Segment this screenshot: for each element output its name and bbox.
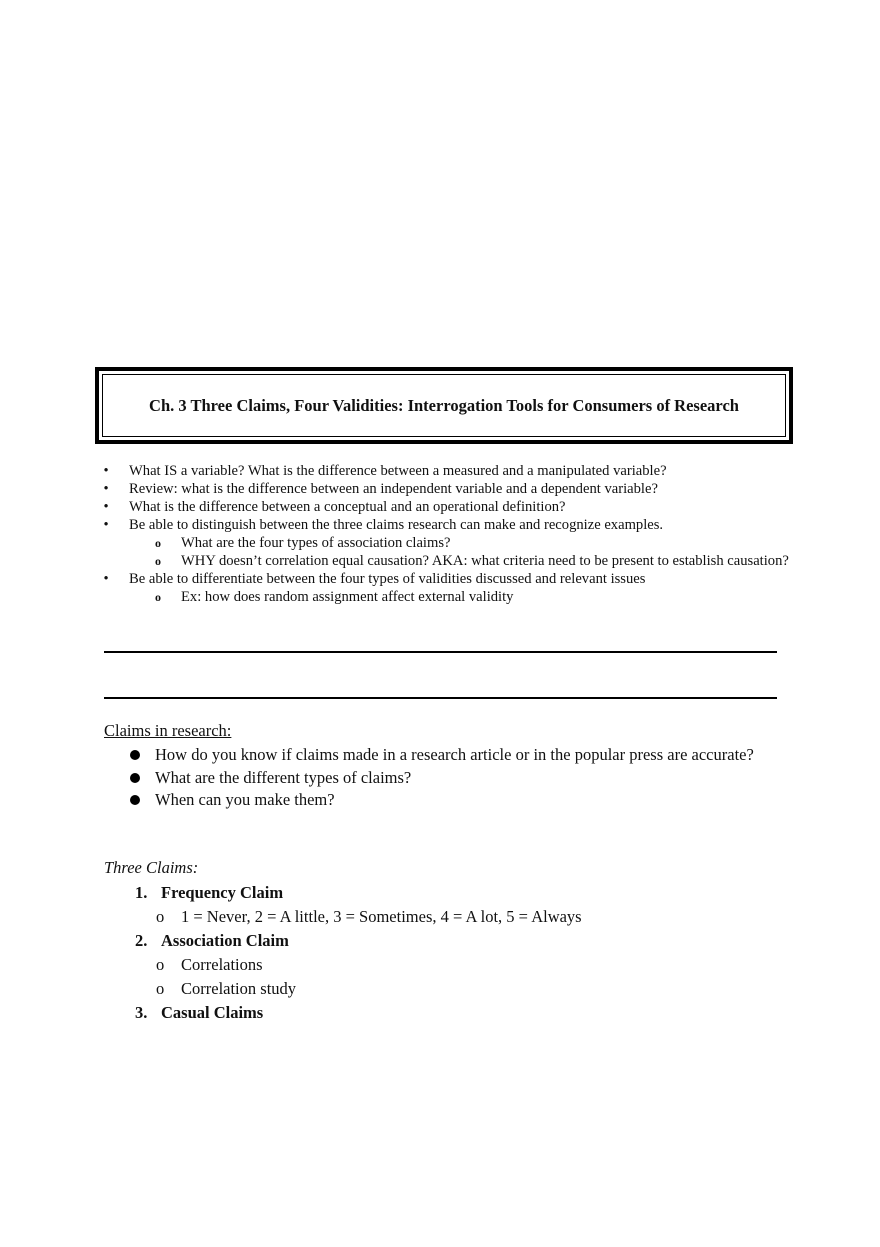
objective-text: Ex: how does random assignment affect external validity [181, 589, 514, 605]
bullet-icon: • [103, 517, 109, 533]
bullet-icon [130, 795, 140, 805]
circle-bullet-icon: o [156, 955, 165, 974]
objective-text: WHY doesn’t correlation equal causation? AKA: what criteria need to be present to establish causation? [181, 553, 789, 569]
claim-subitem [104, 953, 784, 977]
bullet-icon: • [103, 481, 109, 497]
claims-heading: Claims in research: [104, 721, 232, 740]
objective-subitem [100, 552, 790, 570]
claim-label: Association Claim [161, 931, 289, 950]
objective-text: What is the difference between a conceptual and an operational definition? [129, 499, 566, 515]
subitem-text: Correlation study [181, 979, 297, 998]
objective-subitem [100, 588, 790, 606]
objective-item [100, 480, 790, 498]
three-claims-list [104, 881, 784, 1025]
claim-item [104, 929, 784, 953]
objective-subitem [100, 534, 790, 552]
objective-text: What IS a variable? What is the difference between a measured and a manipulated variable? [129, 463, 667, 479]
list-item [104, 744, 784, 767]
objective-text: What are the four types of association claims? [181, 535, 451, 551]
claims-list [104, 744, 784, 812]
sub-bullet-icon: o [155, 590, 161, 604]
objective-text: Be able to differentiate between the four types of validities discussed and relevant issues [129, 571, 646, 587]
objective-item [100, 516, 790, 534]
sub-bullet-icon: o [155, 554, 161, 568]
bullet-icon: • [103, 499, 109, 515]
list-item [104, 789, 784, 812]
claim-subitem [104, 977, 784, 1001]
title-box [95, 367, 793, 444]
bullet-icon: • [103, 463, 109, 479]
claim-item [104, 1001, 784, 1025]
subitem-text: 1 = Never, 2 = A little, 3 = Sometimes, 4 = A lot, 5 = Always [181, 907, 582, 926]
claim-item [104, 881, 784, 905]
list-item-text: How do you know if claims made in a research article or in the popular press are accurate? [155, 745, 754, 764]
page-title: Ch. 3 Three Claims, Four Validities: Interrogation Tools for Consumers of Research [149, 395, 739, 415]
claim-subitem [104, 905, 784, 929]
list-item [104, 767, 784, 790]
divider-line [104, 651, 777, 653]
objectives-list [100, 462, 790, 606]
claim-label: Frequency Claim [161, 883, 284, 902]
objective-item [100, 462, 790, 480]
objective-item [100, 498, 790, 516]
bullet-icon [130, 750, 140, 760]
item-number: 1. [135, 883, 148, 902]
sub-bullet-icon: o [155, 536, 161, 550]
bullet-icon [130, 773, 140, 783]
three-claims-heading: Three Claims: [104, 858, 199, 877]
title-inner-frame [102, 374, 786, 437]
list-item-text: What are the different types of claims? [155, 767, 412, 787]
item-number: 3. [135, 1003, 148, 1022]
item-number: 2. [135, 931, 148, 950]
circle-bullet-icon: o [156, 979, 165, 998]
list-item-text: When can you make them? [155, 790, 335, 809]
divider-line [104, 697, 777, 699]
claim-label: Casual Claims [161, 1003, 264, 1022]
objective-text: Review: what is the difference between an independent variable and a dependent variable? [129, 481, 658, 497]
objective-text: Be able to distinguish between the three claims research can make and recognize examples. [129, 517, 664, 533]
bullet-icon: • [103, 571, 109, 587]
objective-item [100, 570, 790, 588]
subitem-text: Correlations [181, 955, 263, 974]
circle-bullet-icon: o [156, 907, 165, 926]
